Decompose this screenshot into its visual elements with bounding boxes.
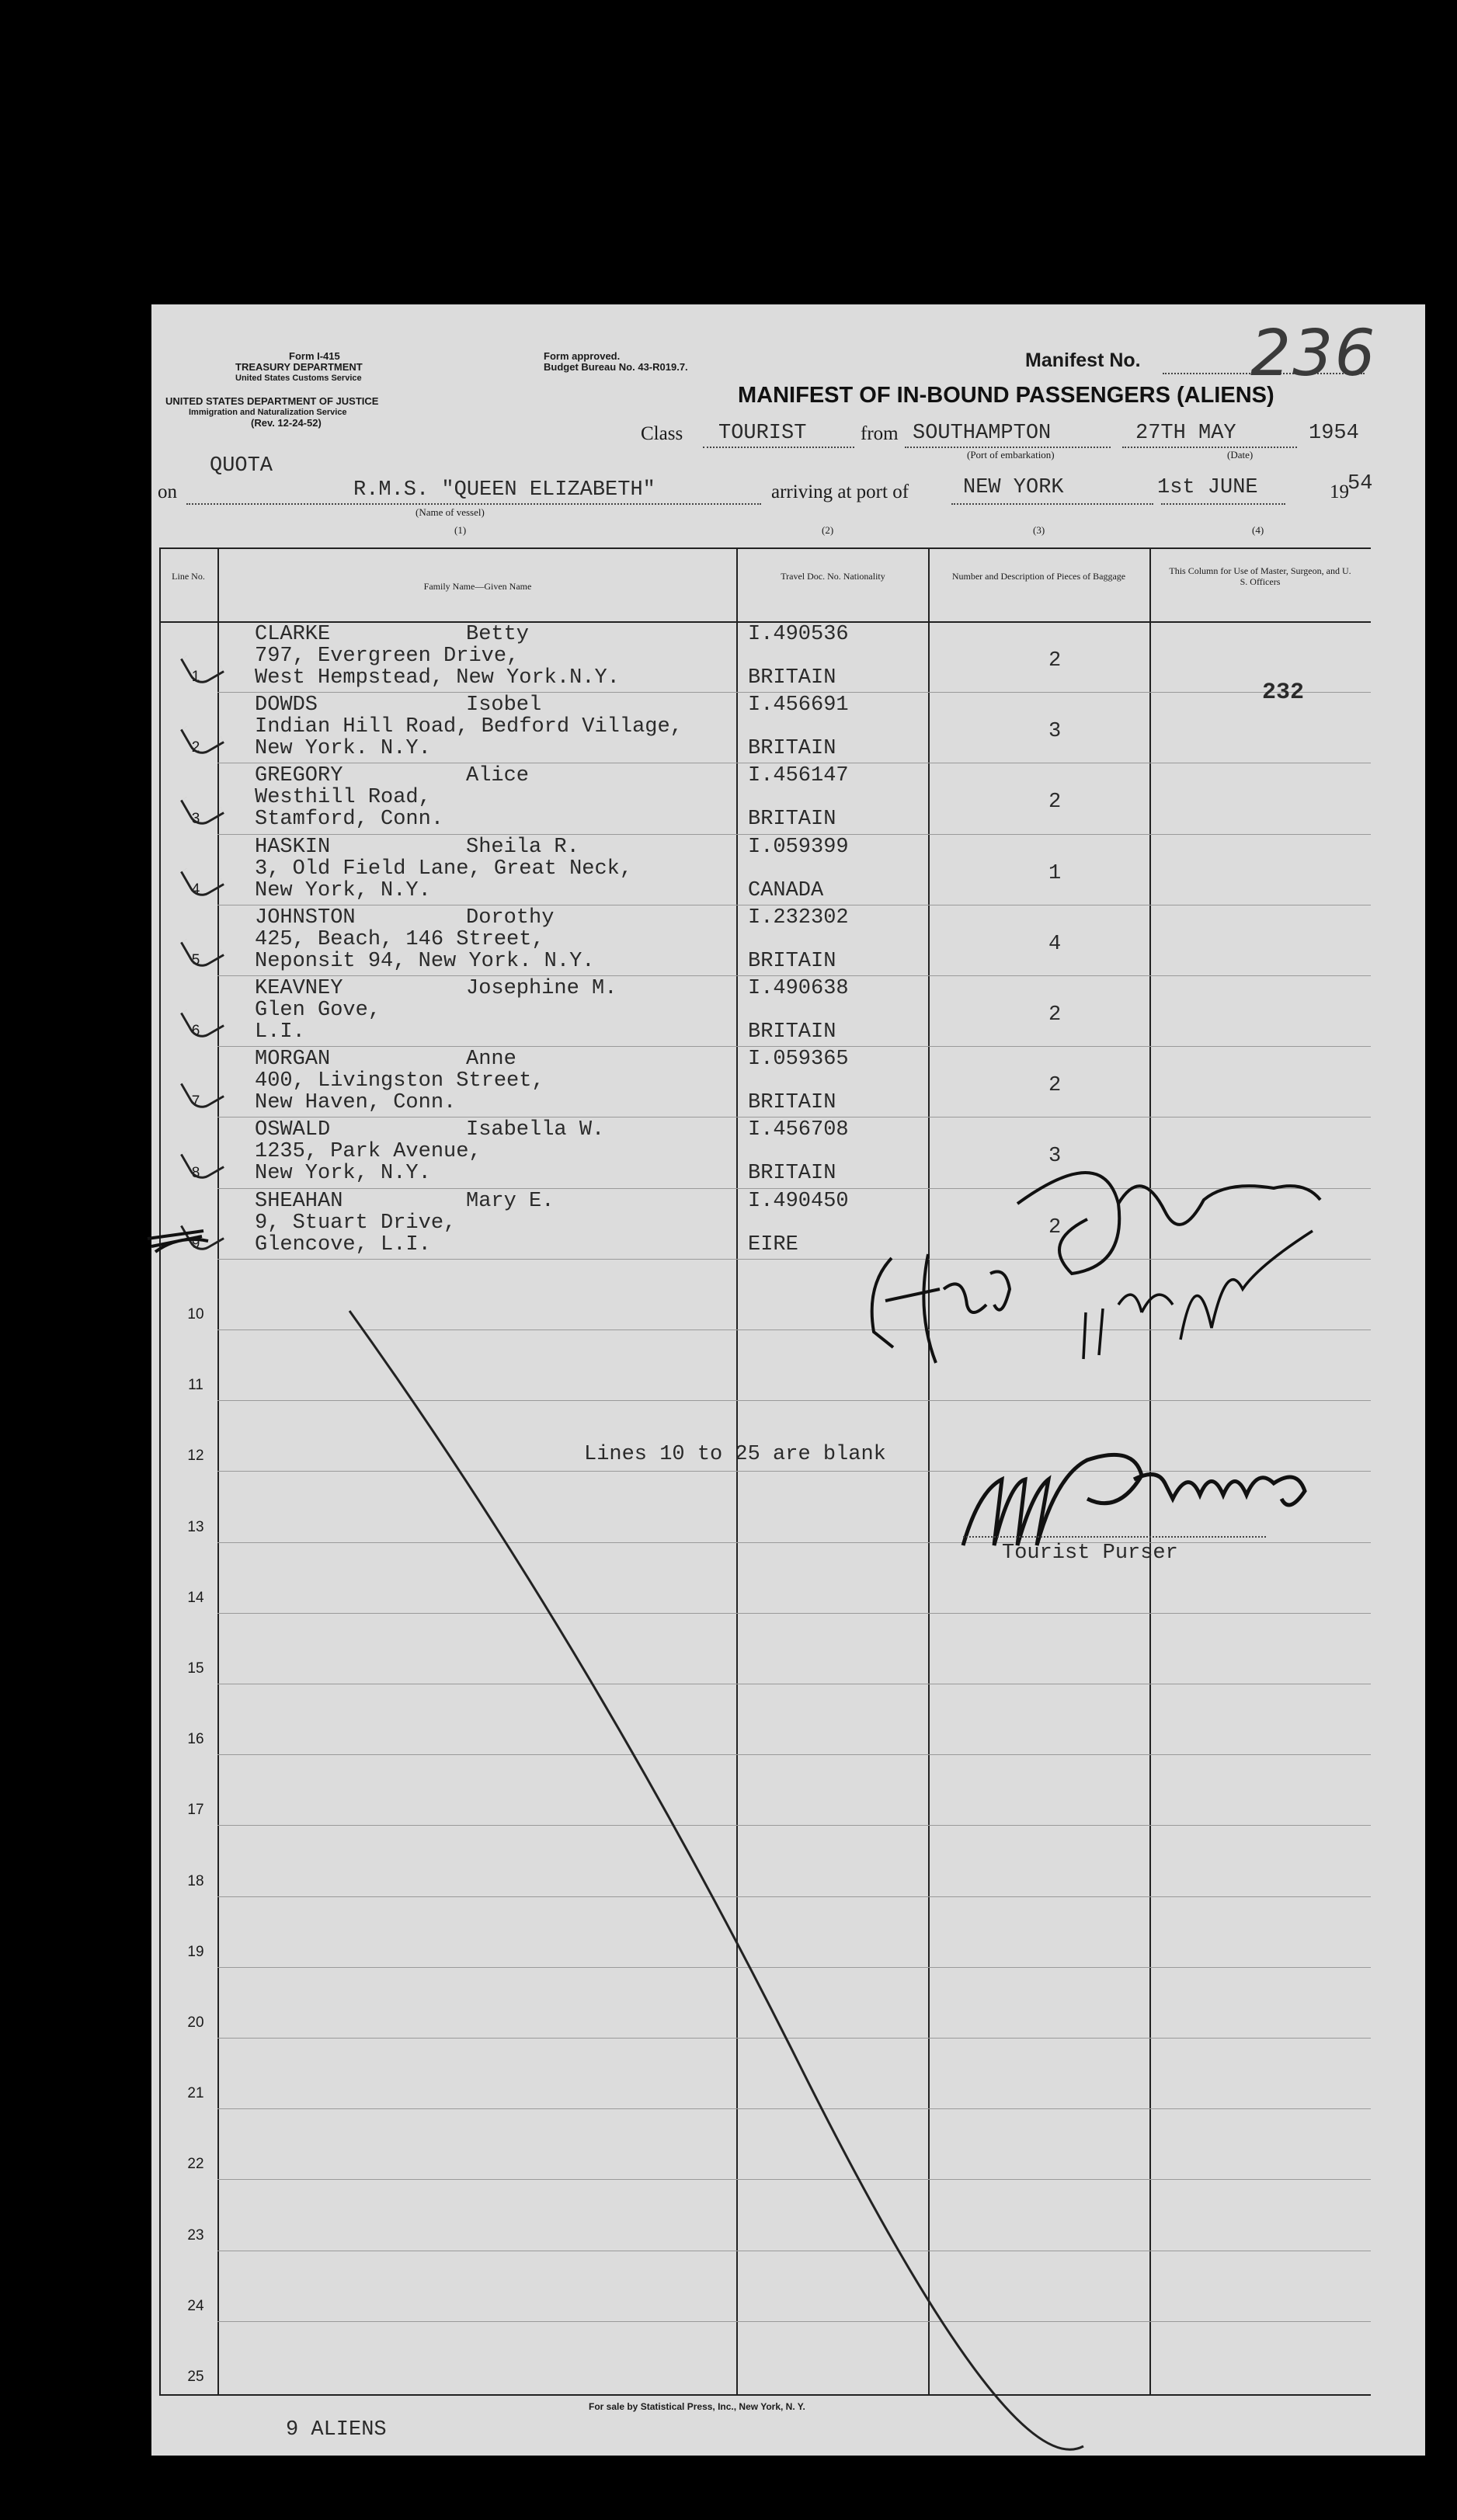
given-name: Mary E. <box>466 1190 555 1213</box>
header-name: Family Name—Given Name <box>423 581 532 592</box>
nationality: BRITAIN <box>748 1091 836 1114</box>
address-line1: 3, Old Field Lane, Great Neck, <box>255 857 633 881</box>
purser-title: Tourist Purser <box>1002 1542 1178 1565</box>
nationality: BRITAIN <box>748 737 836 760</box>
baggage-count: 2 <box>1048 791 1062 814</box>
travel-doc-no: I.490450 <box>748 1190 849 1213</box>
travel-doc-no: I.490638 <box>748 977 849 1000</box>
address-line1: 400, Livingston Street, <box>255 1069 544 1093</box>
line-number: 1 <box>191 669 200 685</box>
baggage-count: 2 <box>1048 649 1062 673</box>
address-line1: 1235, Park Avenue, <box>255 1140 482 1163</box>
line-number: 7 <box>191 1093 200 1110</box>
embark-port: SOUTHAMPTON <box>913 422 1052 445</box>
line-number: 17 <box>187 1802 204 1818</box>
line-number: 18 <box>187 1873 204 1889</box>
officer-note: 232 <box>1262 680 1305 706</box>
given-name: Betty <box>466 623 530 646</box>
line-number: 25 <box>187 2369 204 2385</box>
line-number: 11 <box>188 1377 203 1393</box>
manifest-title: MANIFEST OF IN-BOUND PASSENGERS (ALIENS) <box>738 383 1274 408</box>
travel-doc-no: I.059365 <box>748 1048 849 1071</box>
purser-line <box>963 1536 1266 1538</box>
form-approved: Form approved. <box>544 350 621 362</box>
line-number: 22 <box>187 2156 204 2172</box>
arrival-year-prefix: 19 <box>1330 481 1349 502</box>
nationality: CANADA <box>748 879 824 902</box>
address-line2: New York, N.Y. <box>255 879 431 902</box>
manifest-number: 236 <box>1250 317 1377 391</box>
address-line2: L.I. <box>255 1020 305 1044</box>
travel-doc-no: I.232302 <box>748 906 849 930</box>
address-line1: 797, Evergreen Drive, <box>255 645 520 668</box>
baggage-count: 4 <box>1048 933 1062 956</box>
nationality: EIRE <box>748 1233 798 1257</box>
handwritten-signature <box>872 1173 1320 1363</box>
address-line2: Glencove, L.I. <box>255 1233 431 1257</box>
line-number: 13 <box>187 1519 204 1535</box>
handwritten-note <box>1083 1231 1313 1359</box>
given-name: Anne <box>466 1048 516 1071</box>
line-number: 20 <box>187 2014 204 2031</box>
travel-doc-no: I.059399 <box>748 836 849 859</box>
class-label: Class <box>641 423 683 444</box>
baggage-count: 2 <box>1048 1216 1062 1239</box>
address-line2: West Hempstead, New York.N.Y. <box>255 666 620 690</box>
budget-bureau: Budget Bureau No. 43-R019.7. <box>544 361 688 373</box>
col-num-4: (4) <box>1252 524 1264 536</box>
purser-signature <box>963 1455 1305 1545</box>
row9-strike-mark <box>148 1231 208 1252</box>
header-line-no: Line No. <box>172 571 205 582</box>
address-line2: New York. N.Y. <box>255 737 431 760</box>
address-line1: Glen Gove, <box>255 999 381 1022</box>
line-number: 8 <box>191 1165 200 1181</box>
given-name: Isobel <box>466 693 542 717</box>
given-name: Alice <box>466 764 530 787</box>
header-officers: This Column for Use of Master, Surgeon, and U. S. Officers <box>1169 565 1351 587</box>
baggage-count: 1 <box>1048 862 1062 885</box>
arrival-port: NEW YORK <box>963 476 1064 499</box>
header-baggage: Number and Description of Pieces of Baggage <box>951 571 1126 582</box>
line-number: 21 <box>187 2085 204 2101</box>
baggage-count: 2 <box>1048 1074 1062 1097</box>
line-number: 12 <box>187 1448 204 1464</box>
arriving-label: arriving at port of <box>771 481 909 502</box>
vessel-name: R.M.S. "QUEEN ELIZABETH" <box>353 478 655 502</box>
treasury-dept: TREASURY DEPARTMENT <box>235 361 363 373</box>
address-line2: New York, N.Y. <box>255 1162 431 1185</box>
baggage-count: 3 <box>1048 1145 1062 1168</box>
given-name: Isabella W. <box>466 1118 605 1142</box>
baggage-count: 2 <box>1048 1003 1062 1027</box>
depart-date: 27TH MAY <box>1135 422 1236 445</box>
vessel-caption: (Name of vessel) <box>416 506 485 518</box>
arrival-date: 1st JUNE <box>1157 476 1258 499</box>
cancel-diagonal-line <box>349 1311 1083 2449</box>
blank-lines-note: Lines 10 to 25 are blank <box>584 1443 886 1466</box>
header-doc: Travel Doc. No. Nationality <box>781 571 885 582</box>
family-name: KEAVNEY <box>255 977 343 1000</box>
nationality: BRITAIN <box>748 1162 836 1185</box>
address-line2: New Haven, Conn. <box>255 1091 457 1114</box>
given-name: Sheila R. <box>466 836 579 859</box>
family-name: MORGAN <box>255 1048 331 1071</box>
manifest-label: Manifest No. <box>1025 349 1141 371</box>
line-number: 10 <box>187 1306 204 1323</box>
travel-doc-no: I.490536 <box>748 623 849 646</box>
embark-caption: (Port of embarkation) <box>967 449 1055 461</box>
form-number: Form I-415 <box>289 350 340 362</box>
given-name: Dorothy <box>466 906 555 930</box>
quota-label: QUOTA <box>210 454 273 478</box>
address-line1: Indian Hill Road, Bedford Village, <box>255 715 683 739</box>
address-line1: 9, Stuart Drive, <box>255 1211 457 1235</box>
alien-count: 9 ALIENS <box>286 2418 387 2442</box>
nationality: BRITAIN <box>748 1020 836 1044</box>
travel-doc-no: I.456147 <box>748 764 849 787</box>
line-number: 2 <box>191 739 200 756</box>
customs-service: United States Customs Service <box>235 374 362 383</box>
family-name: CLARKE <box>255 623 331 646</box>
line-number: 6 <box>191 1023 200 1039</box>
family-name: JOHNSTON <box>255 906 356 930</box>
baggage-count: 3 <box>1048 720 1062 743</box>
line-number: 4 <box>191 881 200 898</box>
nationality: BRITAIN <box>748 950 836 973</box>
printer-credit: For sale by Statistical Press, Inc., New York, N. Y. <box>589 2401 805 2412</box>
line-number: 14 <box>187 1590 204 1606</box>
line-number: 15 <box>187 1660 204 1677</box>
address-line2: Stamford, Conn. <box>255 808 444 831</box>
class-value: TOURIST <box>718 422 807 445</box>
family-name: OSWALD <box>255 1118 331 1142</box>
nationality: BRITAIN <box>748 666 836 690</box>
col-num-2: (2) <box>822 524 834 536</box>
line-number: 5 <box>191 952 200 968</box>
date-caption: (Date) <box>1227 449 1254 461</box>
col-num-3: (3) <box>1033 524 1045 536</box>
col-num-1: (1) <box>454 524 467 536</box>
on-label: on <box>158 481 177 502</box>
travel-doc-no: I.456691 <box>748 693 849 717</box>
family-name: DOWDS <box>255 693 318 717</box>
family-name: GREGORY <box>255 764 343 787</box>
depart-year: 1954 <box>1309 422 1359 445</box>
line-number: 3 <box>191 811 200 827</box>
nationality: BRITAIN <box>748 808 836 831</box>
family-name: SHEAHAN <box>255 1190 343 1213</box>
justice-dept: UNITED STATES DEPARTMENT OF JUSTICE <box>165 395 379 407</box>
address-line1: 425, Beach, 146 Street, <box>255 928 544 951</box>
address-line1: Westhill Road, <box>255 786 431 809</box>
line-number: 23 <box>187 2227 204 2244</box>
address-line2: Neponsit 94, New York. N.Y. <box>255 950 595 973</box>
line-number: 16 <box>187 1731 204 1747</box>
line-number: 24 <box>187 2298 204 2314</box>
given-name: Josephine M. <box>466 977 617 1000</box>
ins-service: Immigration and Naturalization Service <box>189 408 347 417</box>
arrival-year-suffix: 54 <box>1347 472 1373 495</box>
from-label: from <box>861 423 899 444</box>
travel-doc-no: I.456708 <box>748 1118 849 1142</box>
revision-date: (Rev. 12-24-52) <box>251 417 322 429</box>
family-name: HASKIN <box>255 836 331 859</box>
line-number: 9 <box>191 1236 200 1252</box>
line-number: 19 <box>187 1944 204 1960</box>
